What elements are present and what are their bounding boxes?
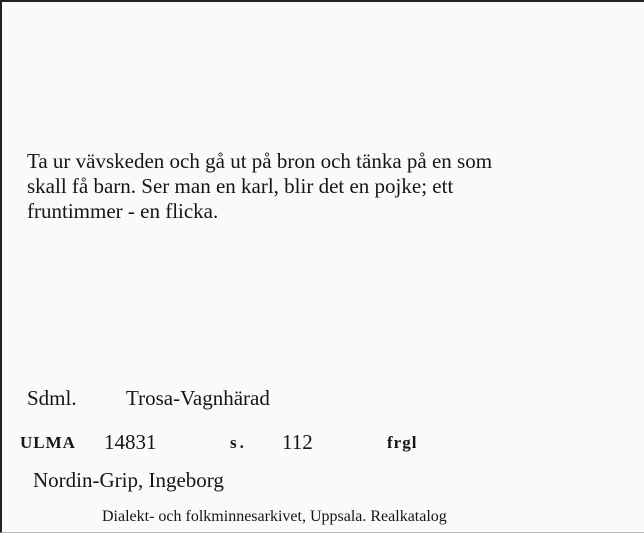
parish: Trosa-Vagnhärad (126, 386, 270, 410)
category-code: frgl (387, 433, 418, 452)
province: Sdml. (27, 386, 77, 410)
archive-reference-row (20, 430, 620, 456)
record-text-line: fruntimmer - en flicka. (27, 199, 219, 223)
archive-label: ULMA (20, 433, 76, 452)
record-text (27, 149, 627, 224)
record-text-line: Ta ur vävskeden och gå ut på bron och tänka på en som (27, 149, 493, 173)
collector-name: Nordin-Grip, Ingeborg (33, 468, 224, 492)
page-label: s. (230, 433, 247, 452)
place-row (27, 386, 270, 411)
record-text-line: skall få barn. Ser man en karl, blir det en pojke; ett (27, 174, 454, 198)
archive-number: 14831 (104, 430, 157, 454)
archive-footer: Dialekt- och folkminnesarkivet, Uppsala. Realkatalog (102, 508, 447, 525)
page-number: 112 (282, 430, 313, 454)
